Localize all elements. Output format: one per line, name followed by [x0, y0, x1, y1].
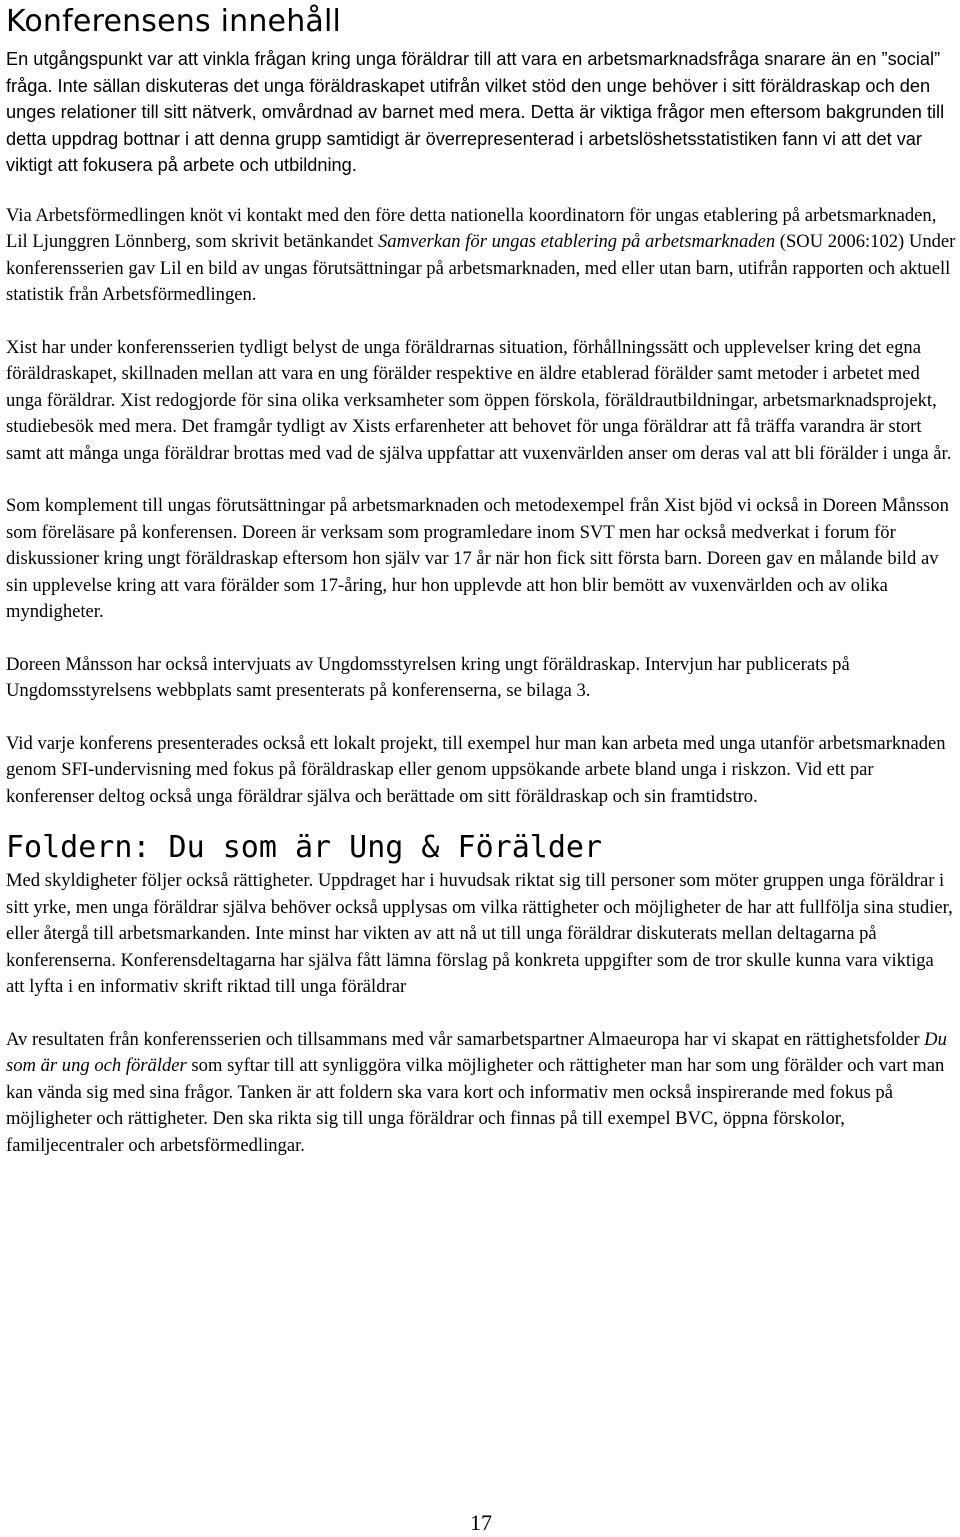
- report-title: Samverkan för ungas etablering på arbetsmarknaden: [377, 231, 776, 252]
- page-number: 17: [470, 1510, 492, 1535]
- paragraph-doreen-interview: Doreen Månsson har också intervjuats av Ungdomsstyrelsen kring ungt föräldraskap. Intervjun har publicerats på Ungdomsstyrelsens webbplats samt presenterats på konferenserna, se bilaga 3.: [6, 653, 850, 701]
- document-page: [6, 0, 956, 1159]
- paragraph-text: som syftar till att synliggöra vilka möjligheter och rättigheter man har som ung förälder och vart man kan vända sig med sina frågor. Tanken är att foldern ska vara kort och informativ men också inspirerande med fokus på möjligheter och rättigheter. Den ska rikta sig till unga föräldrar och finnas på till exempel BVC, öppna förskolor, familjecentraler och arbetsförmedlingar.: [6, 1055, 945, 1156]
- paragraph-xist: Xist har under konferensserien tydligt belyst de unga föräldrarnas situation, förhållningssätt och upplevelser kring det egna föräldraskapet, skillnaden mellan att vara en ung förälder respektive en äldre etablerad förälder samt metoder i arbetet med unga föräldrar. Xist redogjorde för sina olika verksamheter som öppen förskola, föräldrautbildningar, arbetsmarknadsprojekt, studiebesök med mera. Det framgår tydligt av Xists erfarenheter att behovet för unga föräldrar att få träffa varandra är stort samt att många unga föräldrar brottas med vad de själva uppfattar att vuxenvärlden anser om deras val att bli förälder i unga år.: [6, 336, 952, 464]
- paragraph-text: Via Arbetsförmedlingen knöt vi kontakt med den före detta nationella koordinatorn för ungas etablering på arbetsmarknaden, Lil Ljunggren Lönnberg, som skrivit betänkandet: [6, 204, 937, 252]
- section-heading-foldern: Foldern: Du som är Ung & Förälder: [6, 830, 603, 865]
- paragraph-rights: Med skyldigheter följer också rättigheter. Uppdraget har i huvudsak riktat sig till personer som möter gruppen unga föräldrar i sitt yrke, men unga föräldrar själva behöver också upplysas om vilka rättigheter och möjligheter de har att fullfölja sina studier, eller återgå till arbetsmarkanden. Inte minst har vikten av att nå ut till unga föräldrar diskuterats mellan deltagarna på konferenserna. Konferensdeltagarna har själva fått lämna förslag på konkreta uppgifter som de tror skulle kunna vara viktiga att lyfta i en informativ skrift riktad till unga föräldrar: [6, 870, 953, 997]
- paragraph-folder: [6, 1027, 956, 1160]
- folder-title: Du som är ung och förälder: [6, 1028, 947, 1076]
- paragraph-doreen-intro: Som komplement till ungas förutsättningar på arbetsmarknaden och metodexempel från Xist bjöd vi också in Doreen Månsson som föreläsare på konferensen. Doreen är verksam som programledare inom SVT men har också medverkat i forum för diskussioner kring ungt föräldraskap eftersom hon själv var 17 år när hon fick sitt första barn. Doreen gav en målande bild av sin upplevelse kring att vara förälder som 17-åring, hur hon upplevde att hon blir bemött av vuxenvärlden och av olika myndigheter.: [6, 495, 949, 622]
- paragraph-text: Av resultaten från konferensserien och tillsammans med vår samarbetspartner Almaeuropa har vi skapat en rättighetsfolder: [6, 1028, 925, 1050]
- paragraph-intro: En utgångspunkt var att vinkla frågan kring unga föräldrar till att vara en arbetsmarknadsfråga snarare än en ”social” fråga. Inte sällan diskuteras det unga föräldraskapet utifrån vilket stöd den unge behöver i sitt föräldraskap och den unges relationer till sitt nätverk, omvårdnad av barnet med mera. Detta är viktiga frågor men eftersom bakgrunden till detta uppdrag bottnar i att denna grupp samtidigt är överrepresenterad i arbetslöshetsstatistiken fann vi att det var viktigt att fokusera på arbete och utbildning.: [6, 49, 945, 175]
- paragraph-text: (SOU 2006:102) Under konferensserien gav Lil en bild av ungas förutsättningar på arbetsmarknaden, med eller utan barn, utifrån rapporten och aktuell statistik från Arbetsförmedlingen.: [6, 231, 956, 305]
- paragraph-local-project: Vid varje konferens presenterades också ett lokalt projekt, till exempel hur man kan arbeta med unga utanför arbetsmarknaden genom SFI-undervisning med fokus på föräldraskap eller genom uppsökande arbete bland unga i riskzon. Vid ett par konferenser deltog också unga föräldrar själva och berättade om sitt föräldraskap och sin framtidstro.: [6, 732, 946, 807]
- paragraph-arbetsformedlingen: [6, 203, 956, 309]
- section-heading-konferensens-innehall: Konferensens innehåll: [6, 4, 342, 39]
